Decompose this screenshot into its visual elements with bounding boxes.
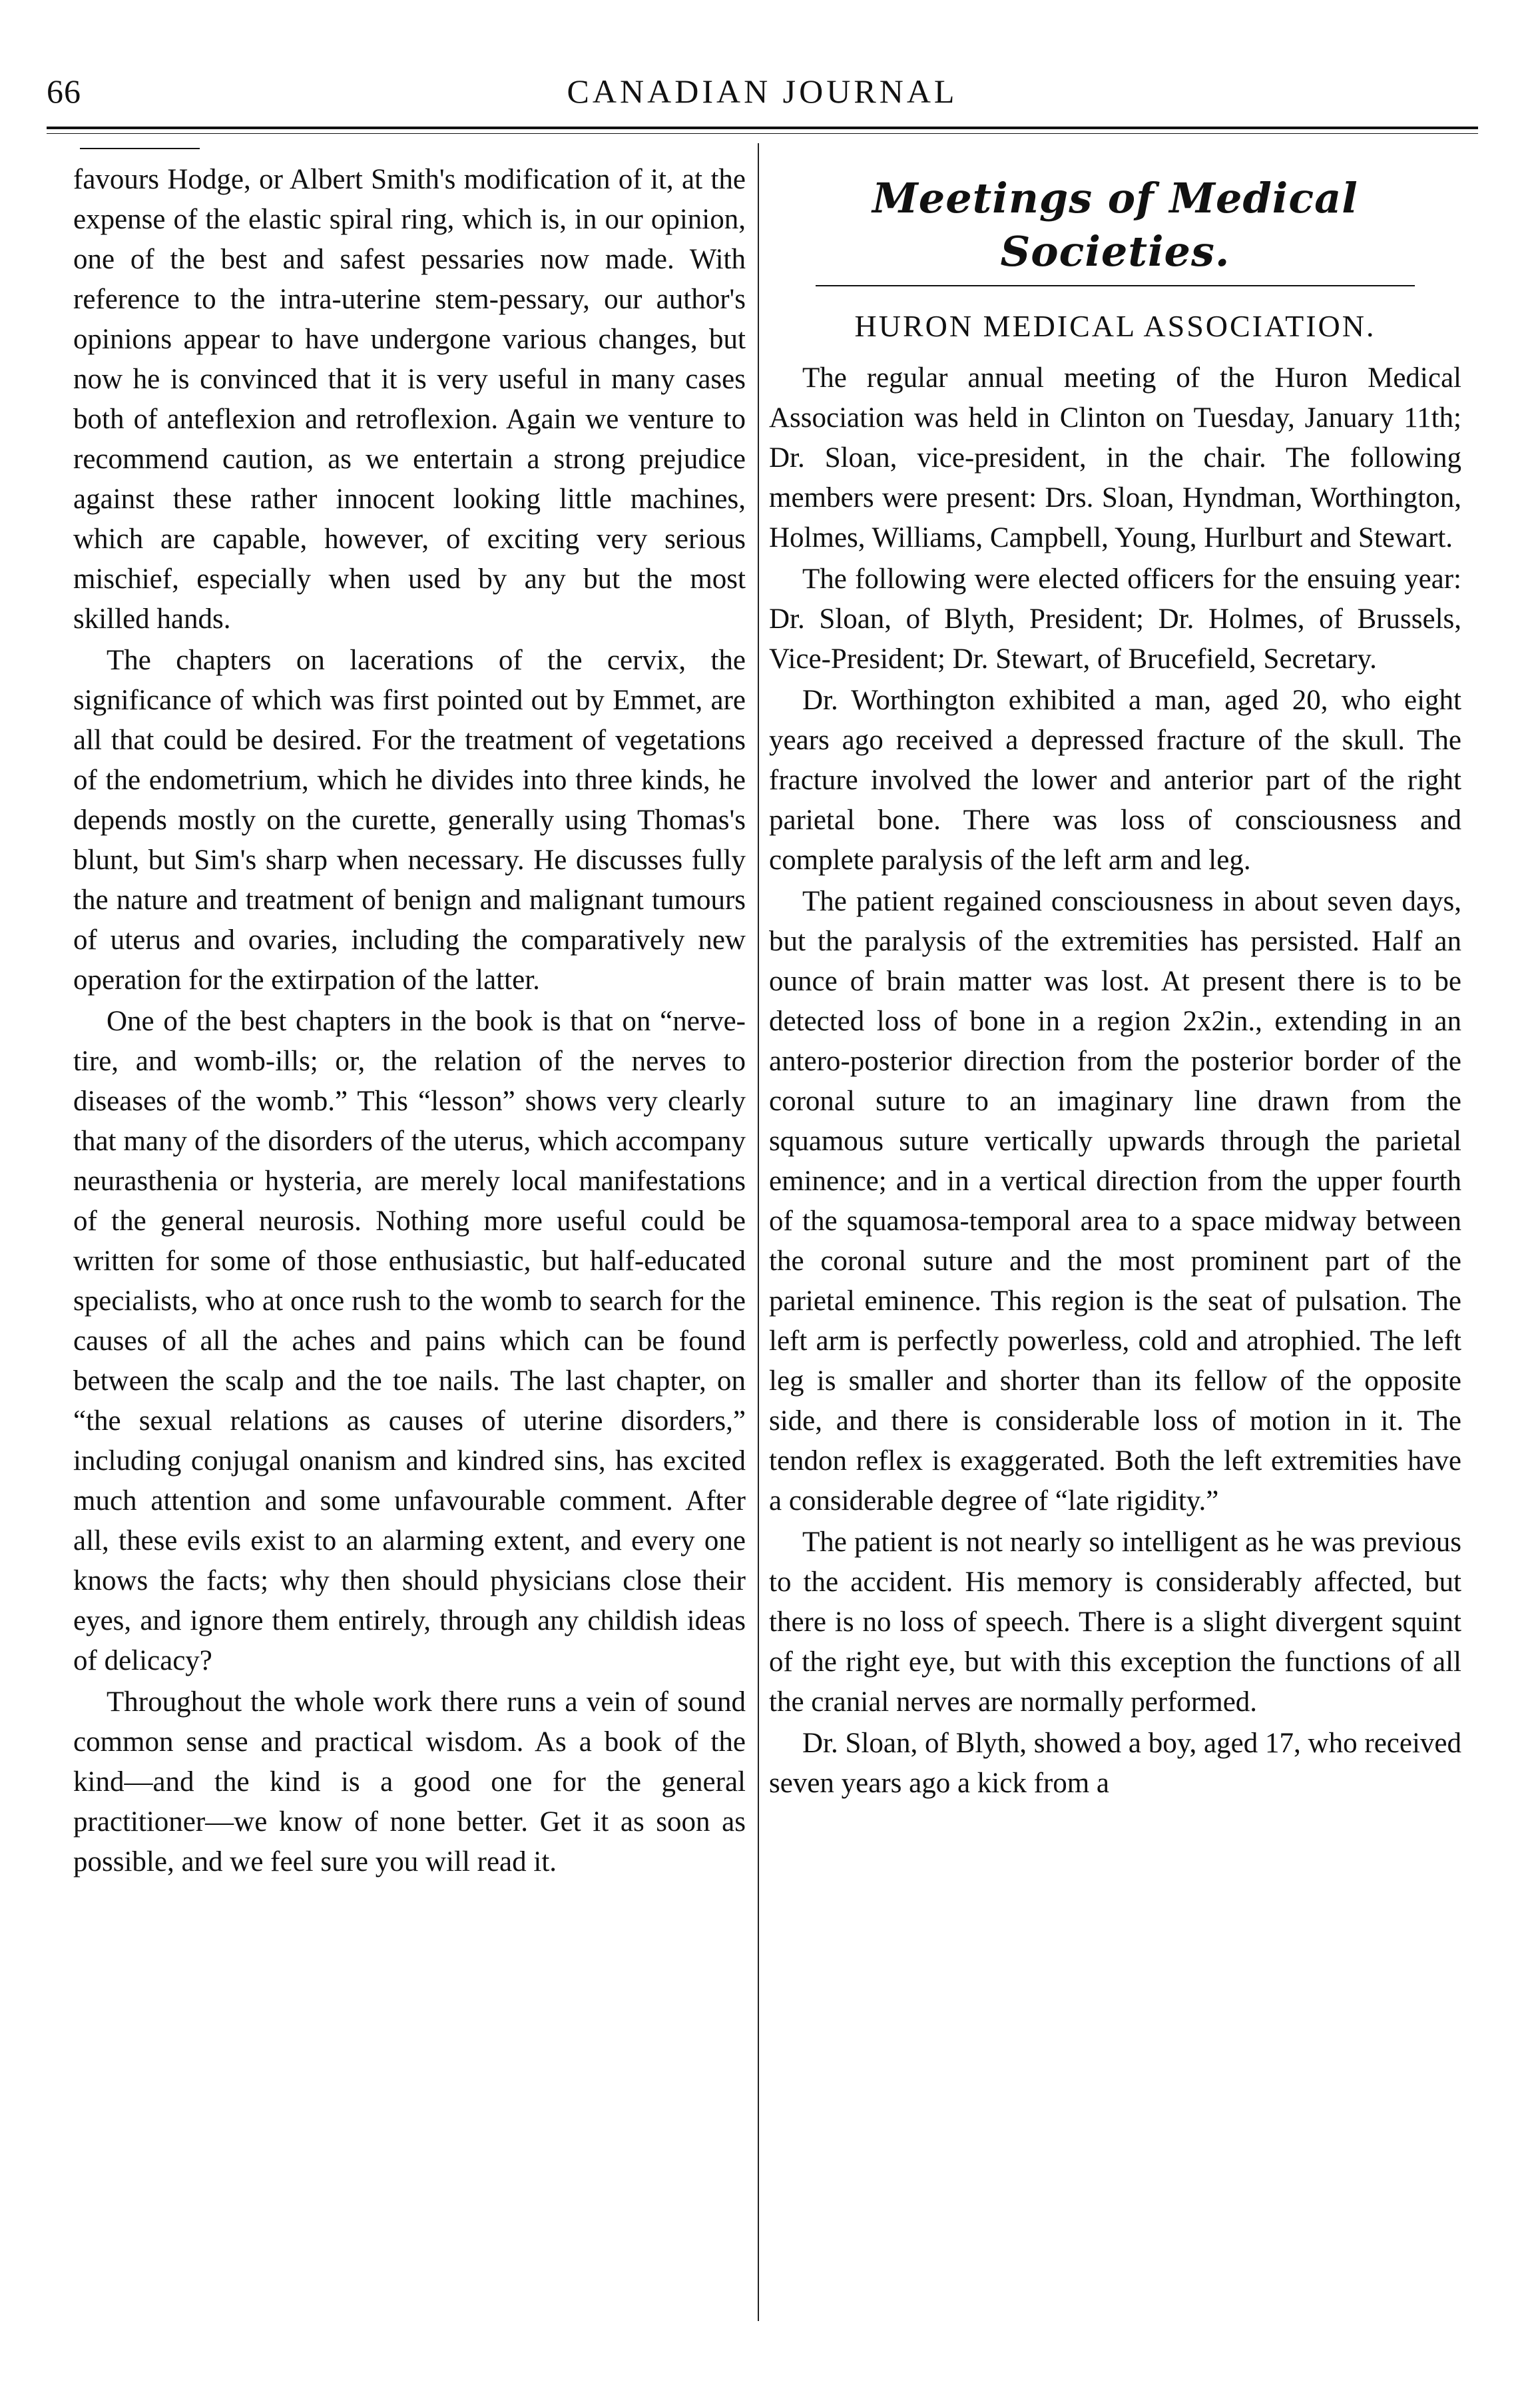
running-head: CANADIAN JOURNAL [567,73,958,110]
subsection-title: HURON MEDICAL ASSOCIATION. [854,309,1376,343]
page-header [47,72,1478,119]
page-number: 66 [47,73,81,110]
right-paragraph-3: Dr. Worthington exhibited a man, aged 20, who eight years ago received a depressed fracture of the skull. The fracture involved the lower and anterior part of the right parietal bone. There was loss of consciousness and complete paralysis of the left arm and leg. [769,685,1461,876]
right-column [769,160,1461,1805]
right-paragraph-6: Dr. Sloan, of Blyth, showed a boy, aged 17, who received seven years ago a kick from a [769,1728,1461,1799]
header-rule-thin [47,133,1478,134]
left-column [73,160,746,1883]
section-title-rule [816,285,1415,286]
right-paragraph-4: The patient regained consciousness in about seven days, but the paralysis of the extremities has persisted. Half an ounce of brain matter was lost. At present there is to be detected loss of bone in a region 2x2in., extending in an antero-posterior direction from the posterior border of the coronal suture to an imaginary line drawn from the squamous suture vertically upwards through the parietal eminence; and in a vertical direction from the upper fourth of the squamosa-temporal area to a space midway between the coronal suture and the most prominent part of the parietal eminence. This region is the seat of pulsation. The left arm is perfectly powerless, cold and atrophied. The left leg is smaller and shorter than its fellow of the opposite side, and there is considerable loss of motion in it. The tendon reflex is exaggerated. Both the left extremities have a considerable degree of “late rigidity.” [769,886,1461,1517]
left-paragraph-2: The chapters on lacerations of the cervix, the significance of which was first pointed out by Emmet, are all that could be desired. For the treatment of vegetations of the endometrium, which he divides into three kinds, he depends mostly on the curette, generally using Thomas's blunt, but Sim's sharp when necessary. He discusses fully the nature and treatment of benign and malignant tumours of uterus and ovaries, including the comparatively new operation for the extirpation of the latter. [73,645,746,996]
left-paragraph-3: One of the best chapters in the book is that on “nerve-tire, and womb-ills; or, the relation of the nerves to diseases of the womb.” This “lesson” shows very clearly that many of the disorders of the uterus, which accompany neurasthenia or hysteria, are merely local manifestations of the general neurosis. Nothing more useful could be written for some of those enthusiastic, but half-educated specialists, who at once rush to the womb to search for the causes of all the aches and pains which can be found between the scalp and the toe nails. The last chapter, on “the sexual relations as causes of uterine disorders,” including conjugal onanism and kindred sins, has excited much attention and some unfavourable comment. After all, these evils exist to an alarming extent, and every one knows the facts; why then should physicians close their eyes, and ignore them entirely, through any childish ideas of delicacy? [73,1006,746,1676]
right-paragraph-2: The following were elected officers for the ensuing year: Dr. Sloan, of Blyth, President; Dr. Holmes, of Brussels, Vice-President; Dr. Stewart, of Brucefield, Secretary. [769,563,1461,675]
header-rule-thick [47,127,1478,129]
section-title: Meetings of Medical Societies. [872,174,1358,276]
right-paragraph-1: The regular annual meeting of the Huron Medical Association was held in Clinton on Tuesday, January 11th; Dr. Sloan, vice-president, in the chair. The following members were present: Drs. Sloan, Hyndman, Worthington, Holmes, Williams, Campbell, Young, Hurlburt and Stewart. [769,362,1461,553]
header-rule-stub [80,148,200,149]
left-paragraph-4: Throughout the whole work there runs a vein of sound common sense and practical wisdom. As a book of the kind—and the kind is a good one for the general practitioner—we know of none better. Get it as soon as possible, and we feel sure you will read it. [73,1686,746,1877]
column-divider [758,143,759,2321]
left-paragraph-1: favours Hodge, or Albert Smith's modification of it, at the expense of the elastic spiral ring, which is, in our opinion, one of the best and safest pessaries now made. With reference to the intra-uterine stem-pessary, our author's opinions appear to have undergone various changes, but now he is convinced that it is very useful in many cases both of anteflexion and retroflexion. Again we venture to recommend caution, as we entertain a strong prejudice against these rather innocent looking little machines, which are capable, however, of exciting very serious mischief, especially when used by any but the most skilled hands. [73,164,746,635]
right-paragraph-5: The patient is not nearly so intelligent as he was previous to the accident. His memory is considerably affected, but there is no loss of speech. There is a slight divergent squint of the right eye, but with this exception the functions of all the cranial nerves are normally performed. [769,1527,1461,1718]
